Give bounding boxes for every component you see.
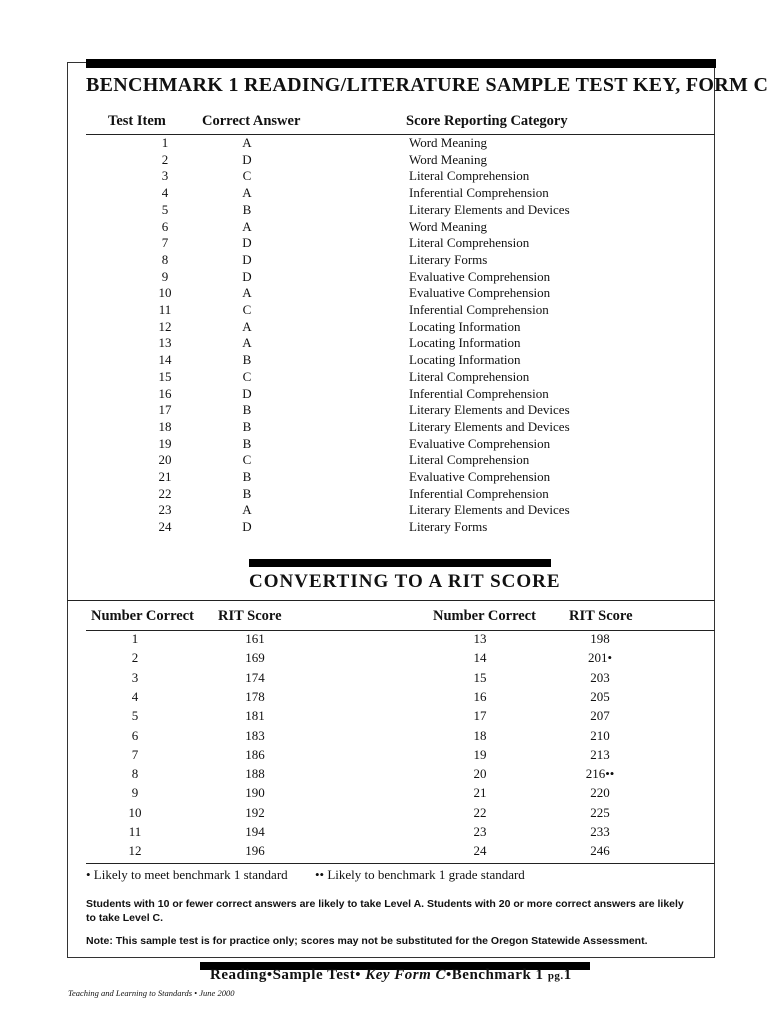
footer-part3: •Benchmark 1 [446,967,544,983]
number-correct-cell: 4 [131,688,139,704]
rit-score-cell: 174 [245,669,265,685]
number-correct-cell: 16 [473,688,487,704]
header-test-item: Test Item [108,113,166,129]
correct-answer-cell: A [242,185,252,201]
table-row [0,502,768,519]
rit-score-cell: 198 [590,631,610,646]
table-row [0,745,768,764]
correct-answer-cell: B [242,418,252,434]
correct-answer-cell: C [242,368,252,384]
test-item-cell: 20 [158,452,172,468]
table-row [0,235,768,252]
correct-answer-cell: A [242,318,252,334]
header-number-correct-2: Number Correct [433,608,536,624]
number-correct-cell: 24 [473,843,487,859]
category-cell: Locating Information [409,352,521,368]
test-item-cell: 18 [158,418,172,434]
category-cell: Inferential Comprehension [409,185,549,201]
number-correct-cell: 18 [473,727,487,743]
rit-score-cell: 186 [245,746,265,762]
table-row [0,252,768,269]
category-cell: Evaluative Comprehension [409,435,551,451]
correct-answer-cell: B [242,201,252,217]
rit-score-cell: 194 [245,824,265,839]
table-row [0,168,768,185]
table-row [0,486,768,503]
header-score-category: Score Reporting Category [406,113,568,129]
rit-bottom-rule [86,863,715,864]
category-cell: Literary Elements and Devices [409,402,570,418]
header-number-correct-1: Number Correct [91,608,194,624]
table-row [0,648,768,667]
table-row [0,402,768,419]
legend-double-dot: •• Likely to benchmark 1 grade standard [315,867,525,882]
table-row [0,185,768,202]
rit-score-cell: 196 [245,843,265,859]
table-row [0,822,768,841]
footer-part1: Reading•Sample Test• [210,967,361,983]
category-cell: Inferential Comprehension [409,302,549,317]
table-row [0,319,768,336]
correct-answer-cell: A [242,135,252,150]
category-cell: Evaluative Comprehension [409,285,551,301]
table-row [0,803,768,822]
number-correct-cell: 22 [473,804,487,820]
correct-answer-cell: B [242,485,252,501]
category-cell: Evaluative Comprehension [409,268,551,284]
header-correct-answer: Correct Answer [202,113,301,129]
number-correct-cell: 21 [473,785,487,801]
test-item-cell: 16 [158,385,172,401]
correct-answer-cell: D [242,235,252,251]
correct-answer-cell: D [242,268,252,284]
table-row [0,152,768,169]
legend-single-dot: • Likely to meet benchmark 1 standard [86,867,288,882]
rit-score-cell: 207 [590,708,610,724]
number-correct-cell: 14 [473,650,487,666]
table-row [0,841,768,860]
number-correct-cell: 2 [131,650,139,666]
test-item-cell: 5 [161,201,169,217]
footer-text [210,967,572,984]
test-item-cell: 24 [158,519,172,535]
rit-score-cell: 225 [590,804,610,820]
category-cell: Literary Forms [409,519,488,535]
correct-answer-cell: C [242,452,252,468]
correct-answer-cell: A [242,218,252,234]
table-row [0,726,768,745]
top-bar [86,59,716,68]
table-row [0,335,768,352]
page-title: BENCHMARK 1 READING/LITERATURE SAMPLE TEST KEY, FORM C [86,74,768,96]
rit-score-cell: 181 [245,708,265,724]
test-item-cell: 13 [158,335,172,351]
rit-score-cell: 183 [245,727,265,743]
rit-score-cell: 192 [245,804,265,820]
correct-answer-cell: A [242,335,252,351]
correct-answer-cell: D [242,251,252,267]
category-cell: Word Meaning [409,218,488,234]
test-item-cell: 11 [158,302,172,317]
category-cell: Inferential Comprehension [409,485,549,501]
rit-score-cell: 210 [590,727,610,743]
test-item-cell: 19 [158,435,172,451]
convert-title: CONVERTING TO A RIT SCORE [249,571,561,592]
category-cell: Inferential Comprehension [409,385,549,401]
footer-part2: Key Form C [365,967,447,983]
category-cell: Word Meaning [409,135,488,150]
rit-score-cell: 213 [590,746,610,762]
rit-score-cell: 201• [587,650,613,666]
table-row [0,419,768,436]
number-correct-cell: 1 [131,631,139,646]
table-row [0,687,768,706]
number-correct-cell: 8 [131,766,139,782]
number-correct-cell: 9 [131,785,139,801]
rit-score-cell: 246 [590,843,610,859]
table-row [0,219,768,236]
category-cell: Literary Elements and Devices [409,502,570,518]
test-item-cell: 22 [158,485,172,501]
table-row [0,369,768,386]
number-correct-cell: 7 [131,746,139,762]
table-row [0,269,768,286]
rit-score-cell: 169 [245,650,265,666]
number-correct-cell: 17 [473,708,487,724]
test-item-cell: 12 [158,318,172,334]
category-cell: Locating Information [409,335,521,351]
rit-score-cell: 188 [245,766,265,782]
table-row [0,783,768,802]
correct-answer-cell: A [242,285,252,301]
rit-top-rule [67,600,715,601]
test-item-cell: 14 [158,352,172,368]
rit-score-cell: 190 [245,785,265,801]
correct-answer-cell: D [242,385,252,401]
number-correct-cell: 11 [128,824,142,839]
test-item-cell: 1 [161,135,169,150]
category-cell: Literal Comprehension [409,452,530,468]
table-row [0,519,768,536]
footer-page-label: pg. [547,970,564,982]
rit-score-cell: 161 [245,631,265,646]
correct-answer-cell: B [242,469,252,484]
table-row [0,352,768,369]
table-row [0,285,768,302]
section-bar [249,559,551,567]
test-item-cell: 21 [158,469,172,484]
number-correct-cell: 13 [473,631,487,646]
test-item-cell: 17 [158,402,172,418]
correct-answer-cell: D [242,519,252,535]
practice-note: Note: This sample test is for practice only; scores may not be substituted for the Oregon Statewide Assessment. [86,935,648,947]
table-row [0,436,768,453]
table-row [0,452,768,469]
category-cell: Literal Comprehension [409,235,530,251]
test-item-cell: 6 [161,218,169,234]
number-correct-cell: 15 [473,669,487,685]
category-cell: Locating Information [409,318,521,334]
test-item-cell: 10 [158,285,172,301]
number-correct-cell: 20 [473,766,487,782]
table-row [0,706,768,725]
category-cell: Word Meaning [409,151,488,167]
table-row [0,302,768,319]
rit-score-cell: 233 [590,824,610,839]
correct-answer-cell: D [242,151,252,167]
footer-page-number: 1 [563,967,572,983]
number-correct-cell: 6 [131,727,139,743]
rit-score-cell: 205 [590,688,610,704]
test-item-cell: 3 [161,168,169,184]
correct-answer-cell: C [242,168,252,184]
category-cell: Literal Comprehension [409,168,530,184]
table-row [0,386,768,403]
header-rit-score-1: RIT Score [218,608,282,624]
header-rit-score-2: RIT Score [569,608,633,624]
rit-score-cell: 220 [590,785,610,801]
correct-answer-cell: B [242,402,252,418]
level-note: Students with 10 or fewer correct answers are likely to take Level A. Students with 20 or more correct answers are likely to take Level C. [86,898,684,924]
credit-line: Teaching and Learning to Standards • June 2000 [68,988,235,998]
test-item-cell: 9 [161,268,169,284]
table-row [0,469,768,486]
rit-score-cell: 216•• [585,766,615,782]
number-correct-cell: 10 [128,804,142,820]
category-cell: Literary Forms [409,251,488,267]
table-row [0,629,768,648]
number-correct-cell: 3 [131,669,139,685]
test-item-cell: 7 [161,235,169,251]
number-correct-cell: 5 [131,708,139,724]
category-cell: Literary Elements and Devices [409,418,570,434]
correct-answer-cell: B [242,352,252,368]
table-row [0,202,768,219]
table-row [0,135,768,152]
test-item-cell: 4 [161,185,169,201]
category-cell: Evaluative Comprehension [409,469,551,484]
correct-answer-cell: C [242,302,252,317]
test-item-cell: 15 [158,368,172,384]
number-correct-cell: 19 [473,746,487,762]
category-cell: Literary Elements and Devices [409,201,570,217]
table-row [0,764,768,783]
test-item-cell: 2 [161,151,169,167]
table-row [0,668,768,687]
number-correct-cell: 23 [473,824,487,839]
category-cell: Literal Comprehension [409,368,530,384]
rit-score-cell: 203 [590,669,610,685]
test-item-cell: 8 [161,251,169,267]
rit-score-cell: 178 [245,688,265,704]
correct-answer-cell: B [242,435,252,451]
number-correct-cell: 12 [128,843,142,859]
correct-answer-cell: A [242,502,252,518]
test-item-cell: 23 [158,502,172,518]
